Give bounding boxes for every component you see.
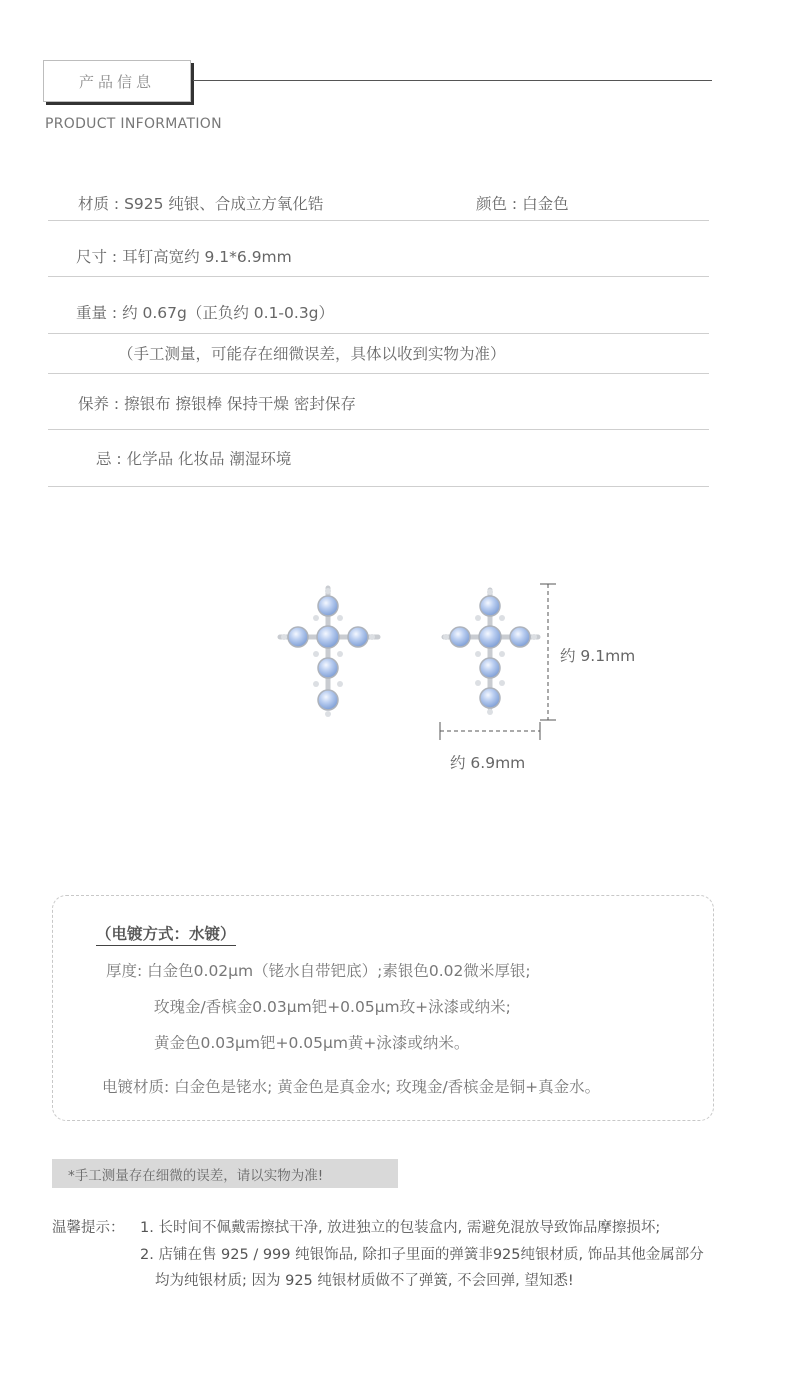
tip-item-continued: 均为纯银材质; 因为 925 纯银材质做不了弹簧, 不会回弹, 望知悉! [155,1273,574,1289]
size-field: 尺寸 : 耳钉高宽约 9.1*6.9mm [76,248,292,266]
product-image [260,570,660,780]
plating-material-line: 电镀材质: 白金色是铑水; 黄金色是真金水; 玫瑰金/香槟金是铜+真金水。 [102,1078,601,1096]
divider [48,333,709,334]
measurement-note: *手工测量存在细微的误差，请以实物为准! [52,1159,398,1188]
divider [48,486,709,487]
width-dimension-line [440,722,540,740]
section-title: 产品信息 [43,60,191,102]
divider [48,373,709,374]
thickness-line: 厚度: 白金色0.02μm（铑水自带钯底）;素银色0.02微米厚银; [106,962,531,980]
weight-note: （手工测量，可能存在细微误差，具体以收到实物为准） [118,345,506,363]
weight-field: 重量 : 约 0.67g（正负约 0.1-0.3g） [76,304,335,322]
height-dimension-line [540,584,556,720]
title-divider [193,80,712,81]
divider [48,429,709,430]
thickness-line: 黄金色0.03μm钯+0.05μm黄+泳漆或纳米。 [154,1034,470,1052]
right-earring [443,589,538,715]
divider [48,220,709,221]
tip-item: 1. 长时间不佩戴需擦拭干净, 放进独立的包装盒内, 需避免混放导致饰品摩擦损坏; [140,1220,661,1236]
thickness-line: 玫瑰金/香槟金0.03μm钯+0.05μm玫+泳漆或纳米; [154,998,511,1016]
width-label: 约 6.9mm [450,754,526,772]
tip-item: 2. 店铺在售 925 / 999 纯银饰品, 除扣子里面的弹簧非925纯银材质, 饰品其他金属部分 [140,1247,704,1263]
divider [48,276,709,277]
plating-heading: （电镀方式：水镀） [96,922,236,946]
care-field: 保养 : 擦银布 擦银棒 保持干燥 密封保存 [78,395,356,413]
height-label: 约 9.1mm [560,647,636,665]
material-field: 材质 : S925 纯银、合成立方氧化锆 [78,195,324,213]
avoid-field: 忌 : 化学品 化妆品 潮湿环境 [96,450,292,468]
left-earring [280,588,378,717]
section-subtitle: PRODUCT INFORMATION [45,116,222,132]
tips-label: 温馨提示： [52,1220,125,1236]
color-field: 颜色 : 白金色 [476,195,569,213]
